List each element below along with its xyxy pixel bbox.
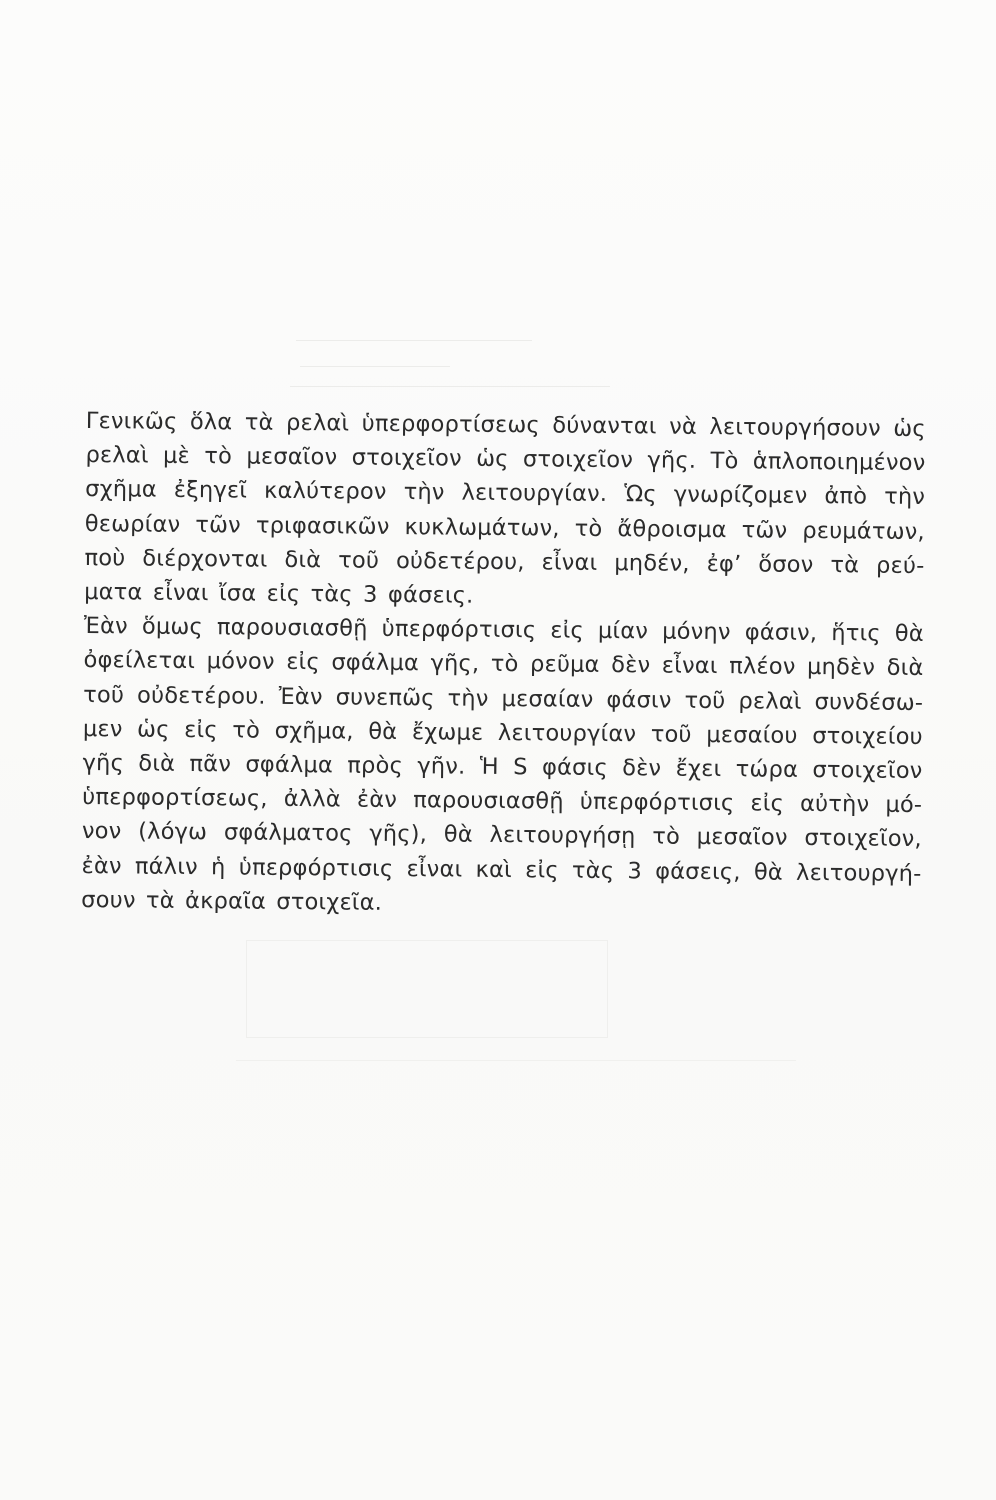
text-line: ποὺ διέρχονται διὰ τοῦ οὐδετέρου, εἶναι μηδέν, ἐφ’ ὅσον τὰ ρεύ-: [84, 544, 925, 579]
bleed-through-line: [236, 1060, 796, 1061]
text-line: ὀφείλεται μόνον εἰς σφάλμα γῆς, τὸ ρεῦμα δὲν εἶναι πλέον μηδὲν διὰ: [83, 647, 924, 682]
text-line: ἐὰν πάλιν ἡ ὑπερφόρτισις εἶναι καὶ εἰς τὰς 3 φάσεις, θὰ λειτουργή-: [81, 852, 922, 887]
text-line: σχῆμα ἐξηγεῖ καλύτερον τὴν λειτουργίαν. Ὡς γνωρίζομεν ἀπὸ τὴν: [85, 476, 926, 511]
text-line: Ἐὰν ὅμως παρουσιασθῇ ὑπερφόρτισις εἰς μίαν μόνην φάσιν, ἥτις θὰ: [83, 613, 924, 648]
bleed-through-line: [300, 366, 450, 367]
text-line: γῆς διὰ πᾶν σφάλμα πρὸς γῆν. Ἡ S φάσις δὲν ἔχει τώρα στοιχεῖον: [82, 750, 923, 785]
bleed-through-figure: [246, 940, 608, 1038]
text-line: Γενικῶς ὅλα τὰ ρελαὶ ὑπερφορτίσεως δύνανται νὰ λειτουργήσουν ὡς: [85, 407, 926, 443]
paragraph-2: [81, 609, 924, 925]
text-line: νον (λόγω σφάλματος γῆς), θὰ λειτουργήσῃ τὸ μεσαῖον στοιχεῖον,: [81, 818, 922, 853]
text-line: θεωρίαν τῶν τριφασικῶν κυκλωμάτων, τὸ ἄθροισμα τῶν ρευμάτων,: [84, 510, 925, 545]
bleed-through-line: [290, 386, 610, 387]
text-line: ρελαὶ μὲ τὸ μεσαῖον στοιχεῖον ὡς στοιχεῖον γῆς. Τὸ ἁπλοποιημένον: [85, 442, 926, 477]
text-line: τοῦ οὐδετέρου. Ἐὰν συνεπῶς τὴν μεσαίαν φάσιν τοῦ ρελαὶ συνδέσω-: [83, 681, 924, 716]
paragraph-1: [84, 404, 926, 617]
body-text: [81, 404, 926, 925]
text-line: ὑπερφορτίσεως, ἀλλὰ ἐὰν παρουσιασθῇ ὑπερφόρτισις εἰς αὐτὴν μό-: [82, 784, 923, 819]
text-line: ματα εἶναι ἴσα εἰς τὰς 3 φάσεις.: [84, 579, 474, 609]
text-line: μεν ὡς εἰς τὸ σχῆμα, θὰ ἔχωμε λειτουργίαν τοῦ μεσαίου στοιχείου: [82, 715, 923, 750]
text-line: σουν τὰ ἀκραῖα στοιχεῖα.: [81, 886, 383, 916]
bleed-through-line: [296, 340, 532, 341]
